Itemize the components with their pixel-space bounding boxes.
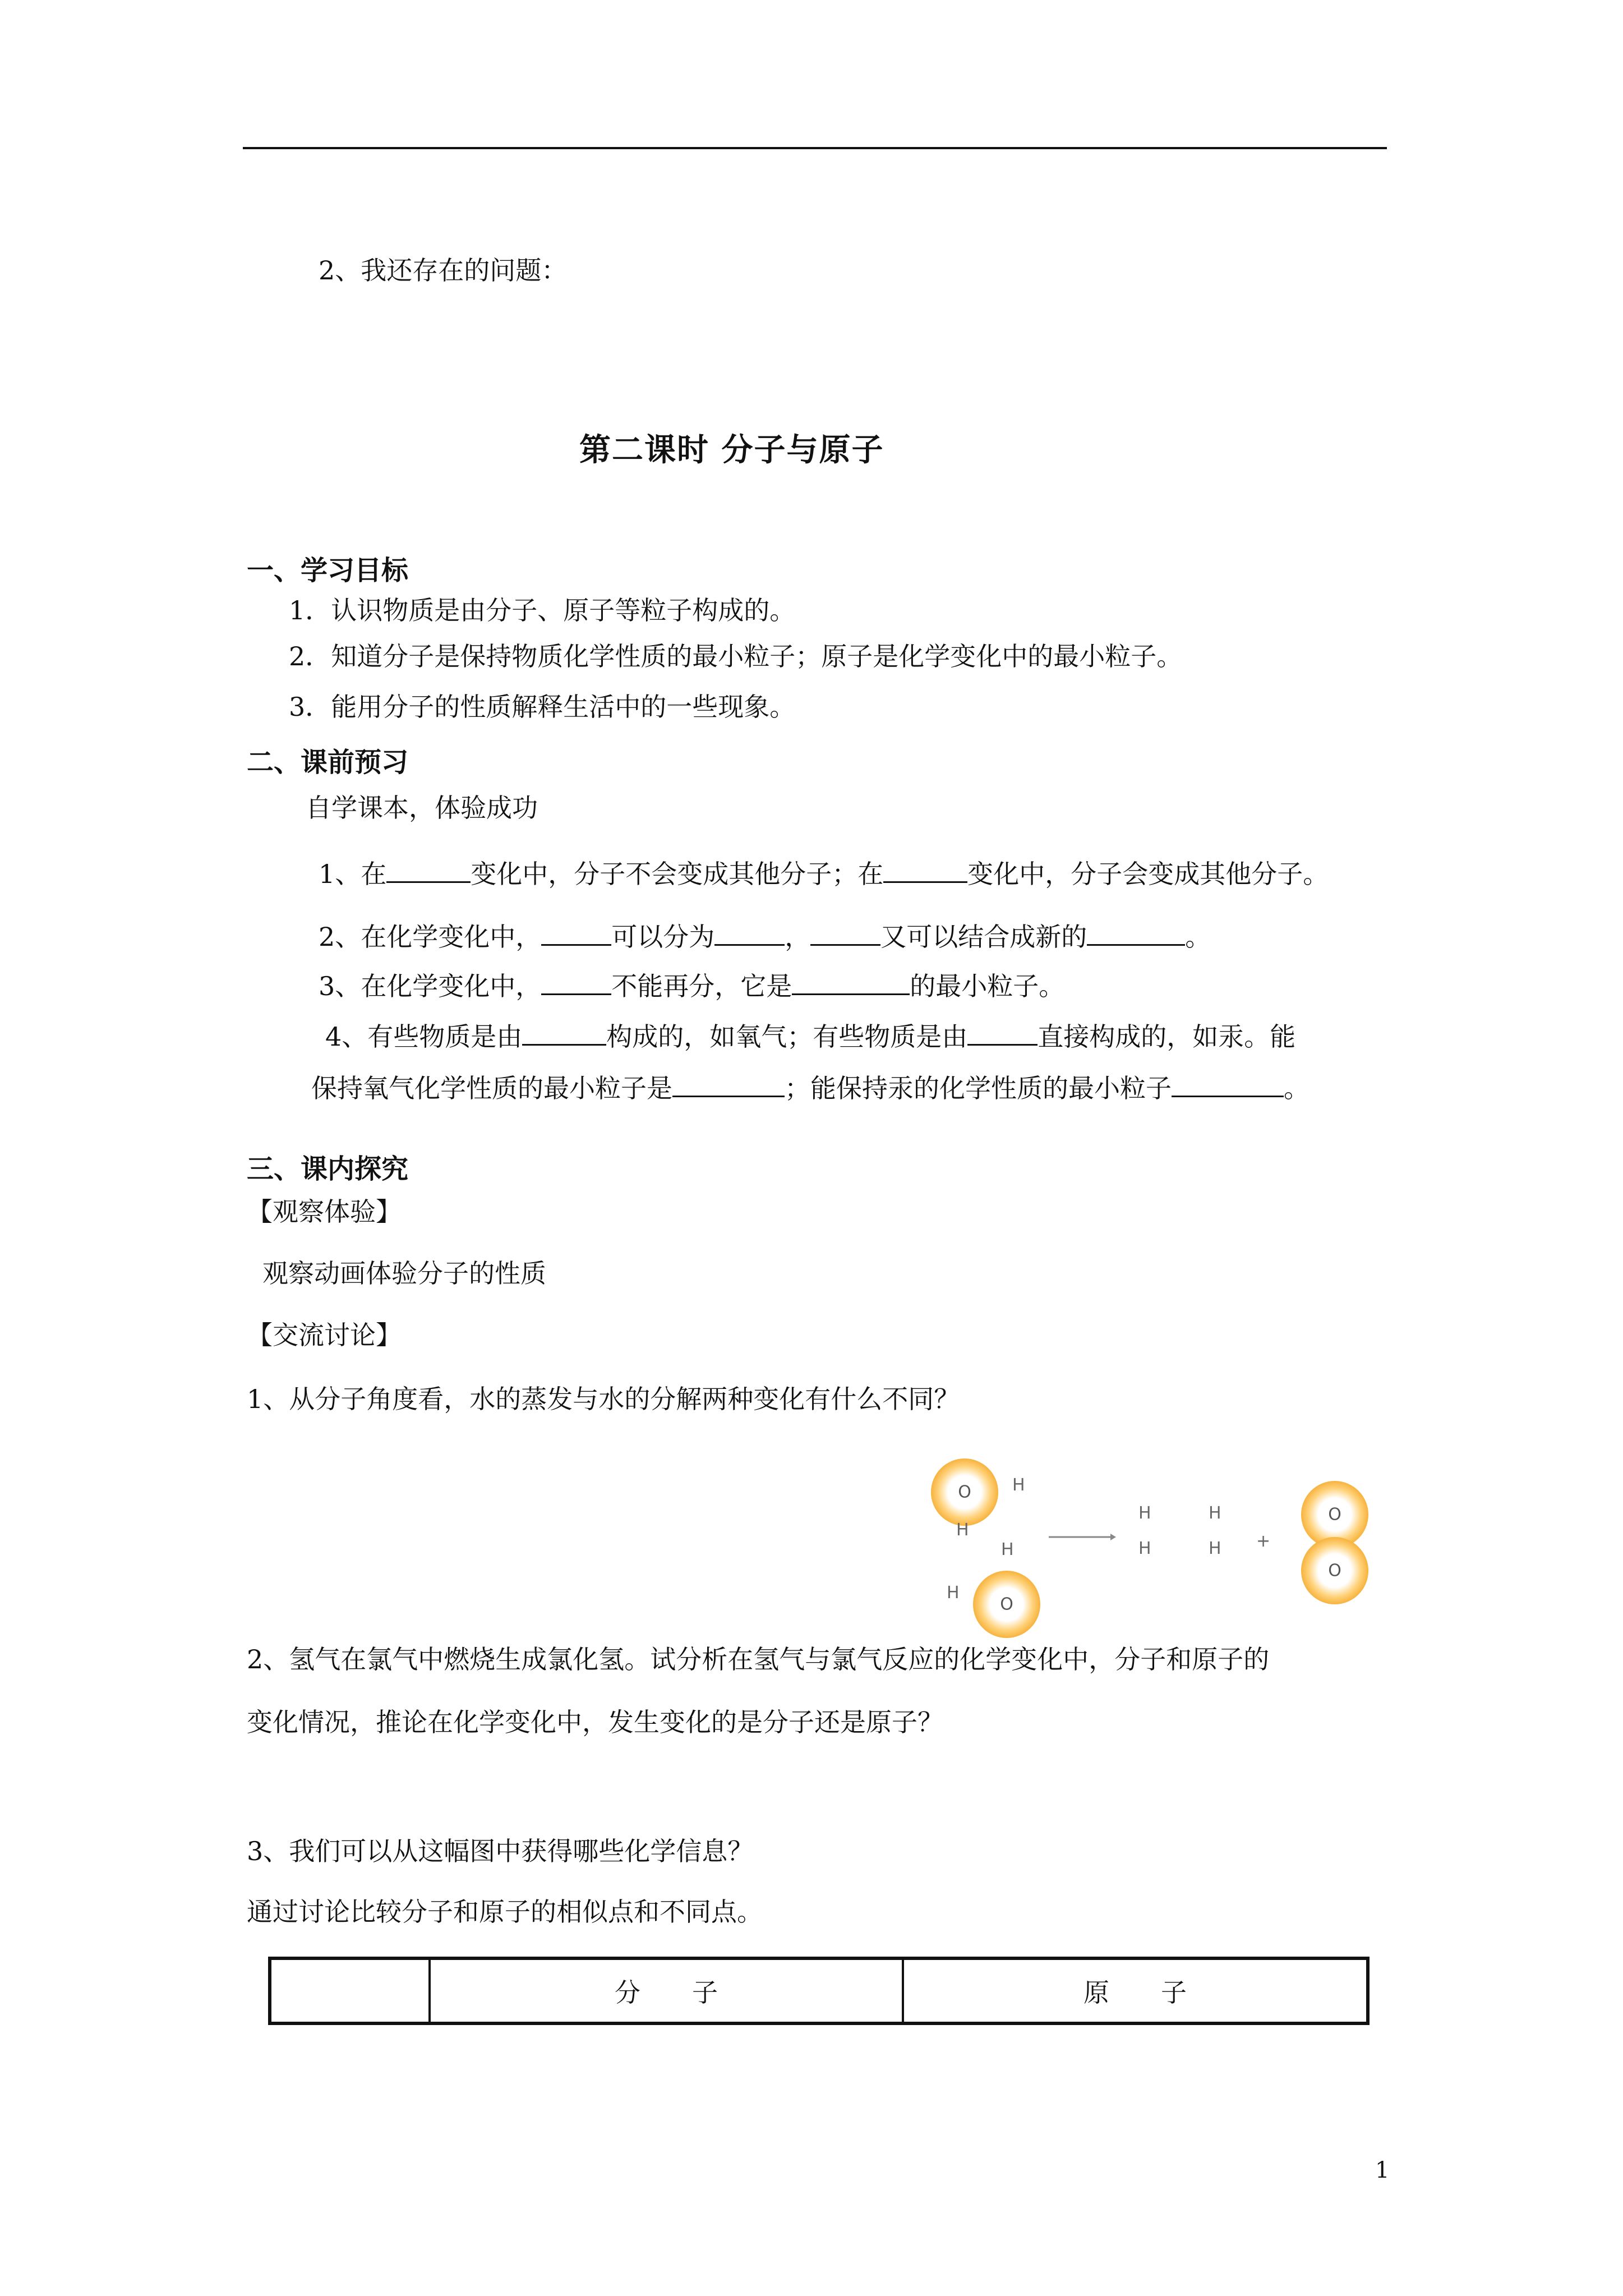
table-header-molecule: 分 子 bbox=[430, 1958, 903, 2023]
blank[interactable] bbox=[386, 859, 471, 883]
preview-question-4-cont: 保持氧气化学性质的最小粒子是 ；能保持汞的化学性质的最小粒子 。 bbox=[311, 1073, 1310, 1103]
discussion-question-2: 2、氢气在氯气中燃烧生成氯化氢。试分析在氢气与氯气反应的化学变化中，分子和原子的 bbox=[247, 1644, 1270, 1674]
oxygen-atom: O bbox=[1301, 1537, 1368, 1604]
hydrogen-atom: H bbox=[1001, 1540, 1014, 1559]
blank[interactable] bbox=[883, 859, 967, 883]
blank[interactable] bbox=[672, 1073, 785, 1097]
oxygen-atom: O bbox=[973, 1571, 1040, 1638]
discussion-question-3: 3、我们可以从这幅图中获得哪些化学信息？ bbox=[247, 1836, 754, 1866]
hydrogen-atom: H bbox=[1138, 1539, 1151, 1558]
hydrogen-atom: H bbox=[1209, 1539, 1221, 1558]
blank[interactable] bbox=[541, 971, 611, 995]
observe-heading: 【观察体验】 bbox=[247, 1197, 402, 1227]
discussion-heading: 【交流讨论】 bbox=[247, 1320, 402, 1350]
table-header-atom: 原 子 bbox=[903, 1958, 1368, 2023]
preview-question-3: 3、在化学变化中， 不能再分，它是 的最小粒子。 bbox=[319, 971, 1065, 1001]
header-rule bbox=[243, 147, 1387, 149]
preview-question-4: 4、有些物质是由 构成的，如氧气；有些物质是由 直接构成的，如汞。能 bbox=[325, 1022, 1296, 1052]
my-questions: 2、我还存在的问题： bbox=[319, 255, 568, 286]
hydrogen-atom: H bbox=[1012, 1475, 1025, 1495]
hydrogen-atom: H bbox=[1138, 1503, 1151, 1523]
preview-intro: 自学课本，体验成功 bbox=[306, 793, 538, 823]
compare-instruction: 通过讨论比较分子和原子的相似点和不同点。 bbox=[247, 1897, 763, 1927]
section-learning-goals: 一、学习目标 bbox=[247, 555, 409, 586]
preview-question-2: 2、在化学变化中， 可以分为 ， 又可以结合成新的 。 bbox=[319, 922, 1211, 952]
blank[interactable] bbox=[541, 922, 611, 946]
page-number: 1 bbox=[1375, 2157, 1390, 2183]
blank[interactable] bbox=[1087, 922, 1185, 946]
blank[interactable] bbox=[792, 971, 910, 995]
section-inquiry: 三、课内探究 bbox=[247, 1153, 409, 1185]
reaction-arrow-icon bbox=[1049, 1531, 1116, 1543]
blank[interactable] bbox=[1172, 1073, 1284, 1097]
blank[interactable] bbox=[967, 1022, 1038, 1046]
observe-text: 观察动画体验分子的性质 bbox=[262, 1258, 546, 1289]
water-decomposition-diagram bbox=[920, 1447, 1385, 1644]
oxygen-atom: O bbox=[1301, 1481, 1368, 1548]
goal-3: 3．能用分子的性质解释生活中的一些现象。 bbox=[289, 692, 796, 722]
page-title: 第二课时 分子与原子 bbox=[579, 432, 884, 468]
blank[interactable] bbox=[810, 922, 880, 946]
table-header-empty bbox=[270, 1958, 430, 2023]
hydrogen-atom: H bbox=[956, 1520, 969, 1540]
goal-2: 2．知道分子是保持物质化学性质的最小粒子；原子是化学变化中的最小粒子。 bbox=[289, 641, 1183, 671]
blank[interactable] bbox=[522, 1022, 606, 1046]
discussion-question-1: 1、从分子角度看，水的蒸发与水的分解两种变化有什么不同？ bbox=[247, 1384, 960, 1414]
plus-sign: + bbox=[1256, 1531, 1271, 1551]
table-row bbox=[270, 1958, 1368, 2023]
preview-question-1: 1、在 变化中，分子不会变成其他分子；在 变化中，分子会变成其他分子。 bbox=[319, 859, 1329, 889]
oxygen-atom: O bbox=[931, 1458, 998, 1526]
section-preview: 二、课前预习 bbox=[247, 747, 409, 778]
hydrogen-atom: H bbox=[947, 1583, 960, 1603]
blank[interactable] bbox=[714, 922, 785, 946]
discussion-question-2-cont: 变化情况，推论在化学变化中，发生变化的是分子还是原子？ bbox=[247, 1707, 943, 1737]
comparison-table bbox=[268, 1957, 1370, 2025]
hydrogen-atom: H bbox=[1209, 1503, 1221, 1523]
goal-1: 1．认识物质是由分子、原子等粒子构成的。 bbox=[289, 595, 796, 625]
